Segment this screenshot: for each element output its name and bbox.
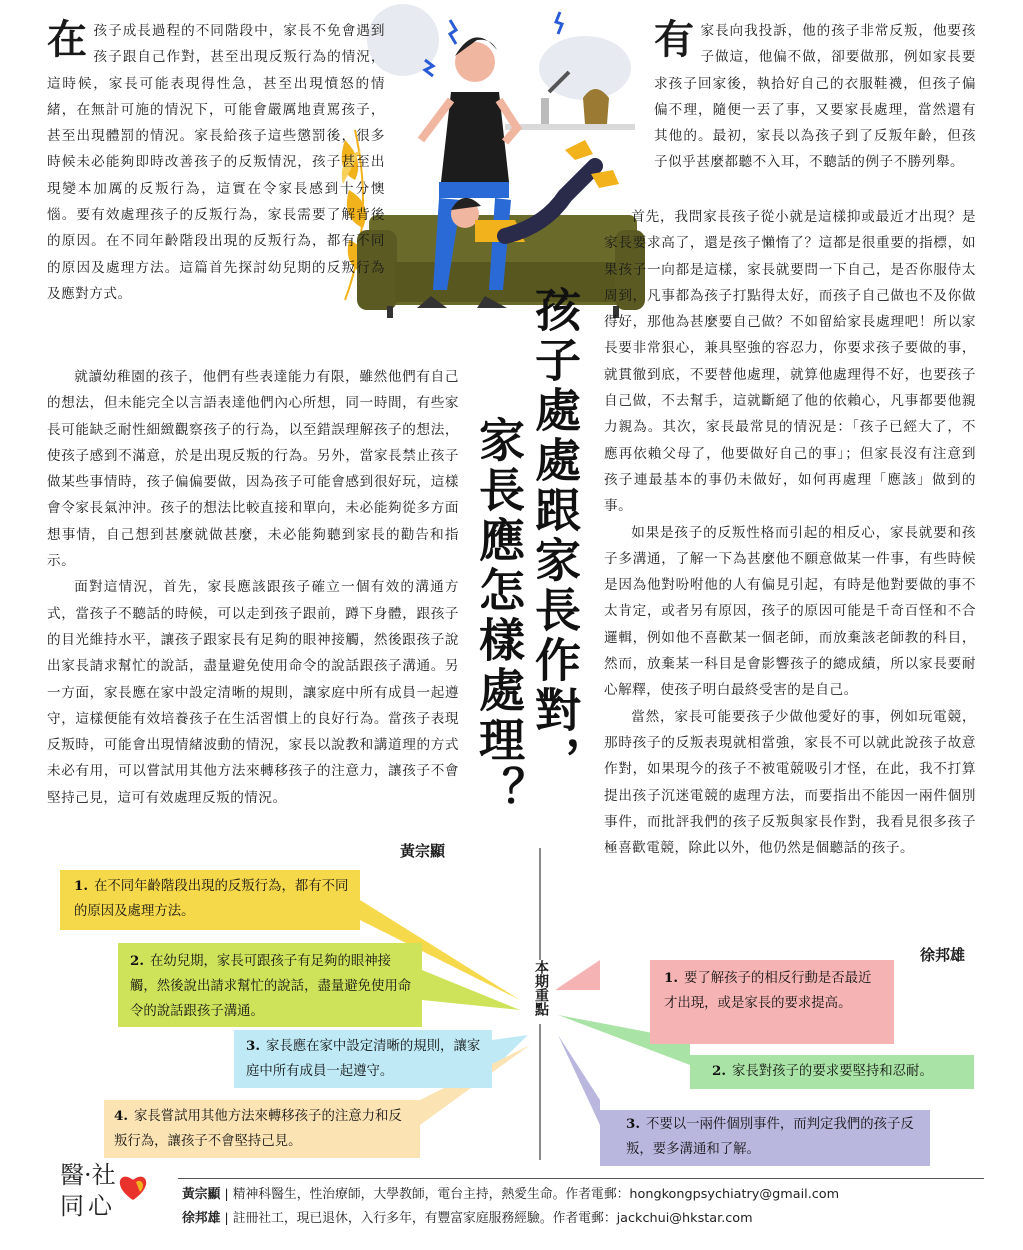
key-point-right-2: 2. 家長對孩子的要求要堅持和忍耐。 [690, 1055, 974, 1089]
logo [60, 1160, 170, 1230]
right-paragraph-2: 首先，我問家長孩子從小就是這樣抑或最近才出現？是家長要求高了，還是孩子懶惰了？這都是很重要的指標，如果孩子一向都是這樣，家長就要問一下自己，是否你服侍太周到，凡事都為孩子打點得太好，而孩子自己做也不及你做得好，那他為甚麼要自己做？不如留給家長處理吧！所以家長要非常狠心，兼具堅強的容忍力，你要求孩子要做的事，就貫徹到底，不要替他處理，就算他處理得不好，也要孩子自己做，不去幫手，這就斷絕了他的依賴心，凡事都要他親力親為。其次，家長最常見的情況是：「孩子已經大了，不應再依賴父母了，他要做好自己的事」；但家長沒有注意到孩子連最基本的事仍未做好，如何再處理「應該」做到的事。 [604, 209, 976, 515]
left-paragraph-3: 面對這情況，首先，家長應該跟孩子確立一個有效的溝通方式，當孩子不聽話的時候，可以走到孩子跟前，蹲下身體，跟孩子的目光維持水平，讓孩子跟家長有足夠的眼神接觸，然後跟孩子說出家長請求幫忙的說話，盡量避免使用命令的說話跟孩子溝通。另一方面，家長應在家中設定清晰的規則，讓家庭中所有成員一起遵守，這樣便能有效培養孩子在生活習慣上的良好行為。當孩子表現反叛時，可能會出現情緒波動的情況，家長以說教和講道理的方式未必有用，可以嘗試用其他方法來轉移孩子的注意力，讓孩子不會堅持己見，這可有效處理反叛的情況。 [47, 579, 459, 806]
right-column-main [604, 204, 976, 861]
right-column [654, 18, 976, 176]
key-point-left-1: 1. 在不同年齡階段出現的反叛行為，都有不同的原因及處理方法。 [60, 870, 360, 930]
right-dropcap: 有 [654, 16, 695, 63]
right-author: 徐邦雄 [920, 946, 966, 964]
shelf [505, 124, 635, 130]
key-point-right-3: 3. 不要以一兩件個別事件，而判定我們的孩子反叛，要多溝通和了解。 [600, 1110, 930, 1166]
vase [583, 89, 609, 124]
left-paragraph-1: 孩子成長過程的不同階段中，家長不免會遇到孩子跟自己作對，甚至出現反叛行為的情況，這時候，家長可能表現得性急，甚至出現憤怒的情緒，在無計可施的情況下，可能會嚴厲地責罵孩子，甚至出現體罰的情況。家長給孩子這些懲罰後，很多時候未必能夠即時改善孩子的反叛情況，孩子甚至出現變本加厲的反叛行為，這實在令家長感到十分懊惱。要有效處理孩子的反叛行為，家長需要了解背後的原因。在不同年齡階段出現的反叛行為，都有不同的原因及處理方法。這篇首先探討幼兒期的反叛行為及應對方式。 [47, 23, 385, 302]
logo-line-2: 同心 [60, 1192, 116, 1220]
right-paragraph-4: 當然，家長可能要孩子少做他愛好的事，例如玩電競，那時孩子的反叛表現就相當強，家長不可以就此說孩子故意作對，如果現今的孩子不被電競吸引才怪，在此，我不打算提出孩子沉迷電競的處理方法，而要指出不能因一兩件個別事件，而批評我們的孩子反叛與家長作對，我看見很多孩子極喜歡電競，除此以外，他仍然是個聽話的孩子。 [604, 708, 976, 857]
key-point-right-1: 1. 要了解孩子的相反行動是否最近才出現，或是家長的要求提高。 [650, 960, 894, 1044]
key-point-left-4: 4. 家長嘗試用其他方法來轉移孩子的注意力和反叛行為，讓孩子不會堅持己見。 [104, 1100, 420, 1158]
left-dropcap: 在 [47, 16, 88, 63]
key-points-label: 本期重點 [528, 960, 554, 1024]
heart-icon [116, 1172, 150, 1202]
title-line-2: 家長應怎樣處理？ [472, 416, 526, 816]
right-paragraph-1: 家長向我投訴，他的孩子非常反叛，他要孩子做這，他偏不做，卻要做那，例如家長要求孩子回家後，執拾好自己的衣服鞋襪，但孩子偏偏不理，隨便一丟了事，又要家長處理，當然還有其他的。最初，家長以為孩子到了反叛年齡，但孩子似乎甚麼都聽不入耳，不聽話的例子不勝列舉。 [654, 23, 976, 171]
key-point-left-3: 3. 家長應在家中設定清晰的規則，讓家庭中所有成員一起遵守。 [234, 1030, 492, 1088]
left-column-main [47, 364, 459, 811]
footer-author-2: 徐邦雄 | 註冊社工，現已退休，入行多年，有豐富家庭服務經驗。作者電郵：jackchui@hkstar.com [182, 1211, 753, 1226]
title-line-1: 孩子處處跟家長作對， [528, 286, 582, 786]
footer-author-1: 黃宗顯 | 精神科醫生，性治療師，大學教師，電台主持，熱愛生命。作者電郵：hongkongpsychiatry@gmail.com [182, 1187, 840, 1202]
left-author: 黃宗顯 [400, 842, 446, 860]
logo-line-1: 醫·社 [60, 1161, 116, 1189]
left-paragraph-2: 就讀幼稚園的孩子，他們有些表達能力有限，雖然他們有自己的想法，但未能完全以言語表達他們內心所想，同一時間，有些家長可能缺乏耐性細緻觀察孩子的行為，以至錯誤理解孩子的想法，使孩子感到不滿意，於是出現反叛的行為。另外，當家長禁止孩子做某些事情時，孩子偏偏要做，因為孩子可能會感到很好玩，這樣會令家長氣沖沖。孩子的想法比較直接和單向，未必能夠從多方面想事情，自己想到甚麼就做甚麼，未必能夠聽到家長的勸告和指示。 [47, 369, 459, 570]
footer-divider [178, 1178, 984, 1179]
right-paragraph-3: 如果是孩子的反叛性格而引起的相反心，家長就要和孩子多溝通，了解一下為甚麼他不願意做某一件事，有些時候是因為他對吩咐他的人有偏見引起，有時是他對要做的事不太肯定，或者另有原因，孩子的原因可能是千奇百怪和不合邏輯，例如他不喜歡某一個老師，而放棄該老師教的科目，然而，放棄某一科目是會影響孩子的總成績，所以家長要耐心解釋，使孩子明白最終受害的是自己。 [604, 524, 976, 699]
left-column-top [47, 18, 385, 307]
key-point-left-2: 2. 在幼兒期，家長可跟孩子有足夠的眼神接觸，然後說出請求幫忙的說話，盡量避免使用命令的說話跟孩子溝通。 [118, 943, 422, 1027]
